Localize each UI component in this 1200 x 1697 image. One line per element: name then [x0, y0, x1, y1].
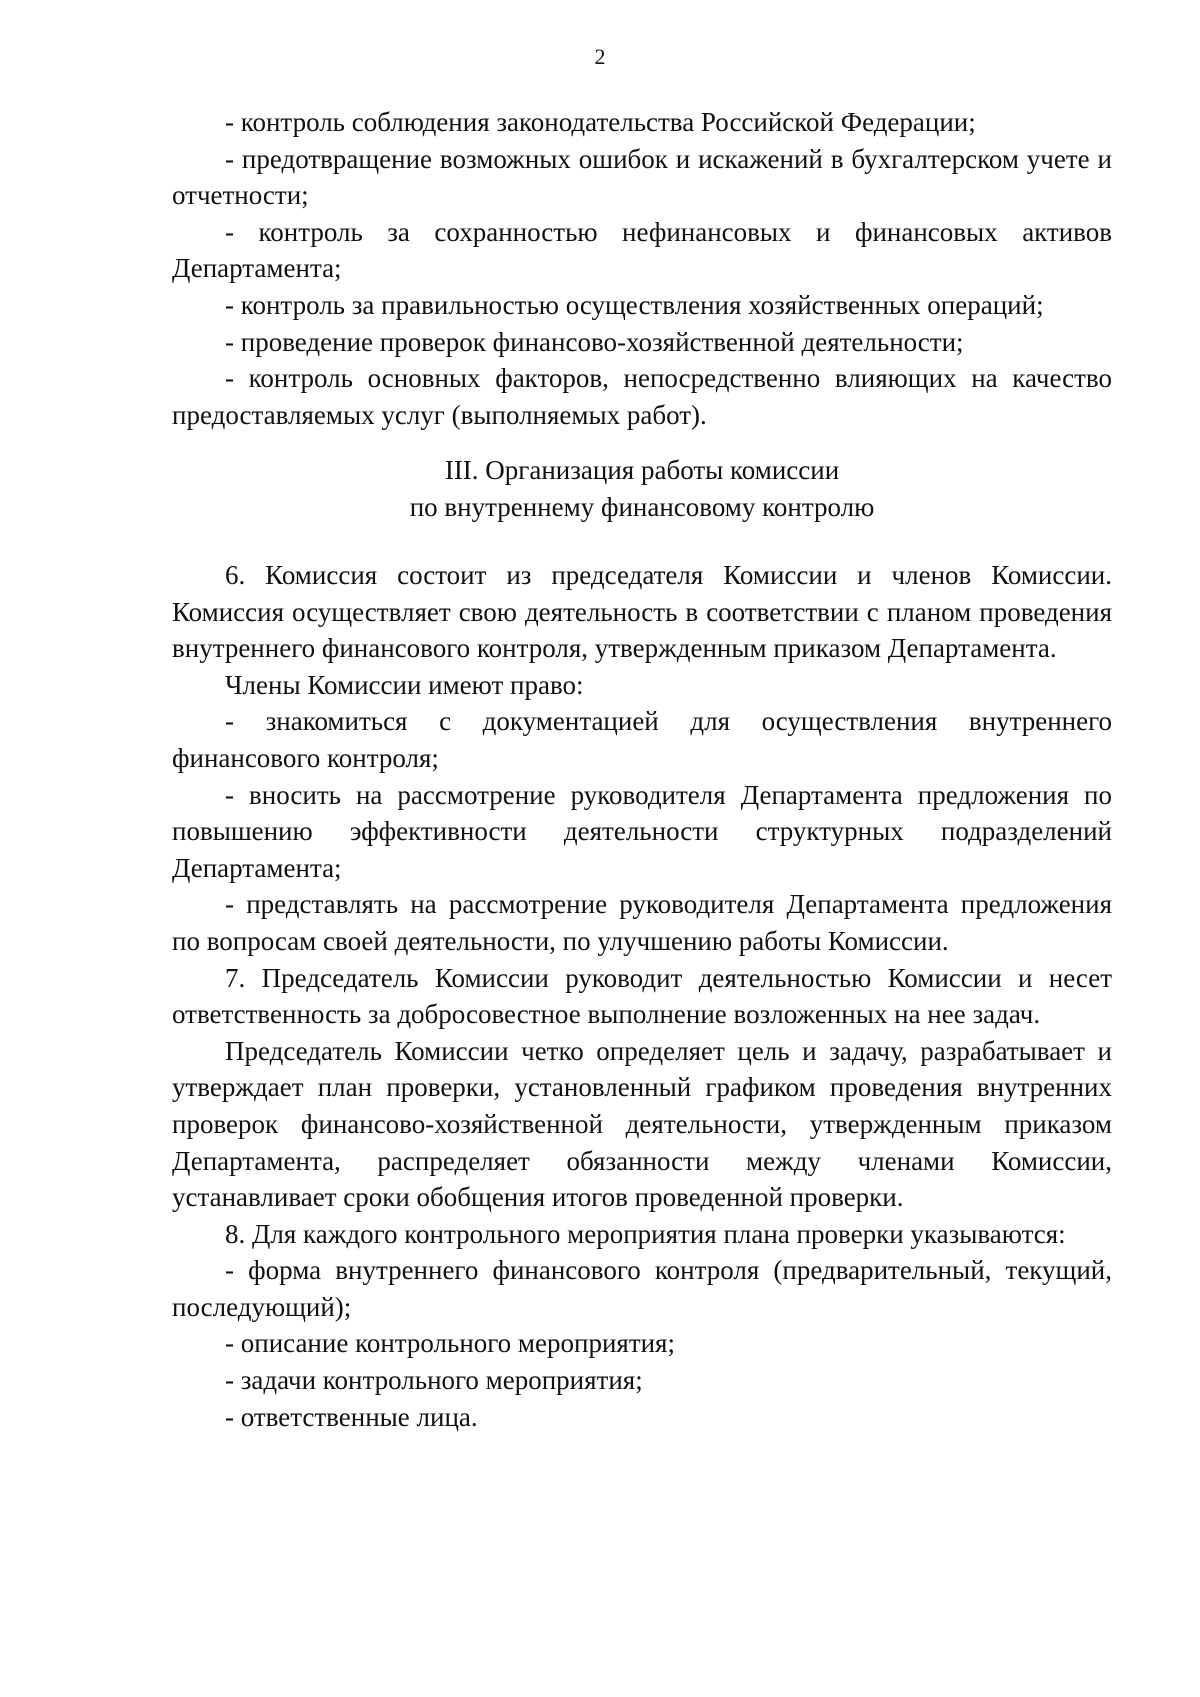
- list-item: - описание контрольного мероприятия;: [225, 1328, 675, 1359]
- list-item: - представлять на рассмотрение руководителя Департамента предложения по вопросам своей деятельности, по улучшению работы Комиссии.: [172, 889, 1112, 956]
- paragraph-7: 7. Председатель Комиссии руководит деятельностью Комиссии и несет ответственность за добросовестное выполнение возложенных на нее задач.: [172, 962, 1112, 1030]
- list-item: - форма внутреннего финансового контроля (предварительный, текущий, последующий);: [172, 1255, 1112, 1322]
- list-item: - контроль за сохранностью нефинансовых и финансовых активов Департамента;: [172, 216, 1112, 284]
- list-item: - задачи контрольного мероприятия;: [225, 1365, 643, 1396]
- list-item: - знакомиться с документацией для осуществления внутреннего финансового контроля;: [172, 706, 1112, 773]
- page-number: 2: [594, 44, 606, 69]
- list-item: - контроль за правильностью осуществления хозяйственных операций;: [225, 289, 1044, 320]
- duties-list: [172, 104, 1112, 433]
- list-item: - ответственные лица.: [225, 1401, 478, 1432]
- section-heading-line-2: по внутреннему финансовому контролю: [409, 492, 875, 522]
- paragraph: Председатель Комиссии четко определяет цель и задачу, разрабатывает и утверждает план проверки, установленный графиком проведения внутренних проверок финансово-хозяйственной деятельности, утвержденным приказом Департамента, распределяет обязанности между членами Комиссии, устанавливает сроки обобщения итогов проведенной проверки.: [172, 1035, 1112, 1213]
- list-item: - вносить на рассмотрение руководителя Департамента предложения по повышению эффективности деятельности структурных подразделений Департамента;: [172, 779, 1112, 883]
- list-item: - предотвращение возможных ошибок и искажений в бухгалтерском учете и отчетности;: [172, 143, 1112, 211]
- paragraph-8: 8. Для каждого контрольного мероприятия плана проверки указываются:: [225, 1218, 1066, 1249]
- paragraph: Члены Комиссии имеют право:: [225, 669, 584, 700]
- paragraph-6: 6. Комиссия состоит из председателя Комиссии и членов Комиссии. Комиссия осуществляет свою деятельность в соответствии с планом проведения внутреннего финансового контроля, утвержденным приказом Департамента.: [172, 560, 1112, 664]
- section-heading: [172, 452, 1112, 526]
- list-item: - контроль соблюдения законодательства Российской Федерации;: [225, 107, 976, 137]
- list-item: - проведение проверок финансово-хозяйственной деятельности;: [225, 326, 964, 357]
- section-body: [172, 557, 1112, 1435]
- list-item: - контроль основных факторов, непосредственно влияющих на качество предоставляемых услуг (выполняемых работ).: [172, 363, 1112, 430]
- section-heading-line-1: III. Организация работы комиссии: [444, 455, 840, 485]
